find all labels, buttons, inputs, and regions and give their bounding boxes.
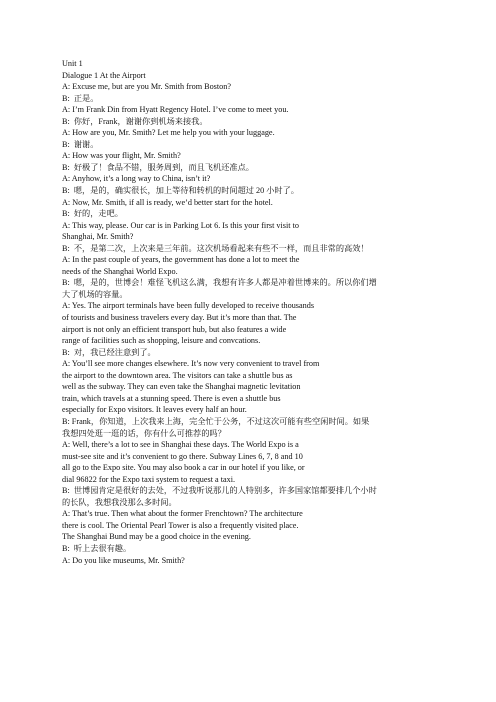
document-body (62, 58, 462, 566)
dialogue-line: A: Do you like museums, Mr. Smith? (62, 555, 185, 565)
dialogue-line: B: 好极了！食品不错，服务周到，而且飞机还准点。 (62, 162, 254, 172)
dialogue-line: B: 谢谢。 (62, 139, 99, 149)
dialogue-line: airport is not only an efficient transport hub, but also features a wide (62, 324, 287, 334)
dialogue-line: all go to the Expo site. You may also book a car in our hotel if you like, or (62, 463, 305, 473)
dialogue-line: B: 你好，Frank，谢谢你到机场来接我。 (62, 116, 208, 126)
dialogue-line: 我想四处逛一逛的话，你有什么可推荐的吗？ (62, 428, 226, 438)
dialogue-line: The Shanghai Bund may be a good choice in the evening. (62, 532, 251, 542)
dialogue-line: 大了机场的容量。 (62, 289, 128, 299)
dialogue-line: B: 不，是第二次，上次来是三年前。这次机场看起来有些不一样，而且非常的高效！ (62, 243, 369, 253)
dialogue-line: there is cool. The Oriental Pearl Tower is also a frequently visited place. (62, 520, 299, 530)
dialogue-line: of tourists and business travelers every day. But it’s more than that. The (62, 313, 297, 323)
dialogue-line: needs of the Shanghai World Expo. (62, 266, 178, 276)
dialogue-line: A: How are you, Mr. Smith? Let me help you with your luggage. (62, 128, 275, 138)
dialogue-line: the airport to the downtown area. The visitors can take a shuttle bus as (62, 370, 293, 380)
dialogue-line: well as the subway. They can even take the Shanghai magnetic levitation (62, 382, 301, 392)
unit-heading: Unit 1 (62, 59, 83, 68)
dialogue-line: A: Well, there’s a lot to see in Shanghai these days. The World Expo is a (62, 440, 299, 450)
dialogue-line: train, which travels at a stunning speed. There is even a shuttle bus (62, 393, 281, 403)
dialogue-line: range of facilities such as shopping, leisure and convcations. (62, 336, 261, 346)
dialogue-title: Dialogue 1 At the Airport (62, 70, 146, 80)
dialogue-line: B: 嗯，是的，确实很长，加上等待和转机的时间超过 20 小时了。 (62, 186, 299, 196)
dialogue-line: 的长队，我想我没那么多时间。 (62, 497, 177, 507)
dialogue-line: dial 96822 for the Expo taxi system to request a taxi. (62, 474, 236, 484)
dialogue-line: A: You’ll see more changes elsewhere. It’s now very convenient to travel from (62, 359, 320, 369)
dialogue-line: A: Now, Mr. Smith, if all is ready, we’d better start for the hotel. (62, 197, 273, 207)
dialogue-line: B: 对，我已经注意到了。 (62, 347, 156, 357)
dialogue-line: A: In the past couple of years, the government has done a lot to meet the (62, 255, 300, 265)
dialogue-line: A: I’m Frank Din from Hyatt Regency Hotel. I’ve come to meet you. (62, 105, 289, 115)
dialogue-line: A: That’s true. Then what about the former Frenchtown? The architecture (62, 509, 303, 519)
dialogue-line: B: 听上去很有趣。 (62, 543, 132, 553)
dialogue-line: B: 世博园肯定是很好的去处，不过我听说那儿的人特别多，许多国家馆都要排几个小时 (62, 486, 377, 496)
dialogue-line: A: Anyhow, it’s a long way to China, isn’t it? (62, 174, 211, 184)
dialogue-line: B: 好的，走吧。 (62, 209, 123, 219)
dialogue-line: B: 正是。 (62, 93, 99, 103)
dialogue-line: A: Yes. The airport terminals have been fully developed to receive thousands (62, 301, 314, 311)
dialogue-line: B: 嗯，是的，世博会！难怪飞机这么满，我想有许多人都是冲着世博来的。所以你们增 (62, 278, 377, 288)
dialogue-line: must-see site and it’s convenient to go there. Subway Lines 6, 7, 8 and 10 (62, 451, 303, 461)
dialogue-line: A: How was your flight, Mr. Smith? (62, 151, 181, 161)
dialogue-line: Shanghai, Mr. Smith? (62, 232, 134, 242)
dialogue-line: especially for Expo visitors. It leaves every half an hour. (62, 405, 247, 415)
dialogue-line: A: Excuse me, but are you Mr. Smith from Boston? (62, 82, 231, 92)
dialogue-line: B: Frank，你知道，上次我来上海，完全忙于公务，不过这次可能有些空闲时间。如果 (62, 416, 370, 426)
dialogue-line: A: This way, please. Our car is in Parking Lot 6. Is this your first visit to (62, 220, 299, 230)
